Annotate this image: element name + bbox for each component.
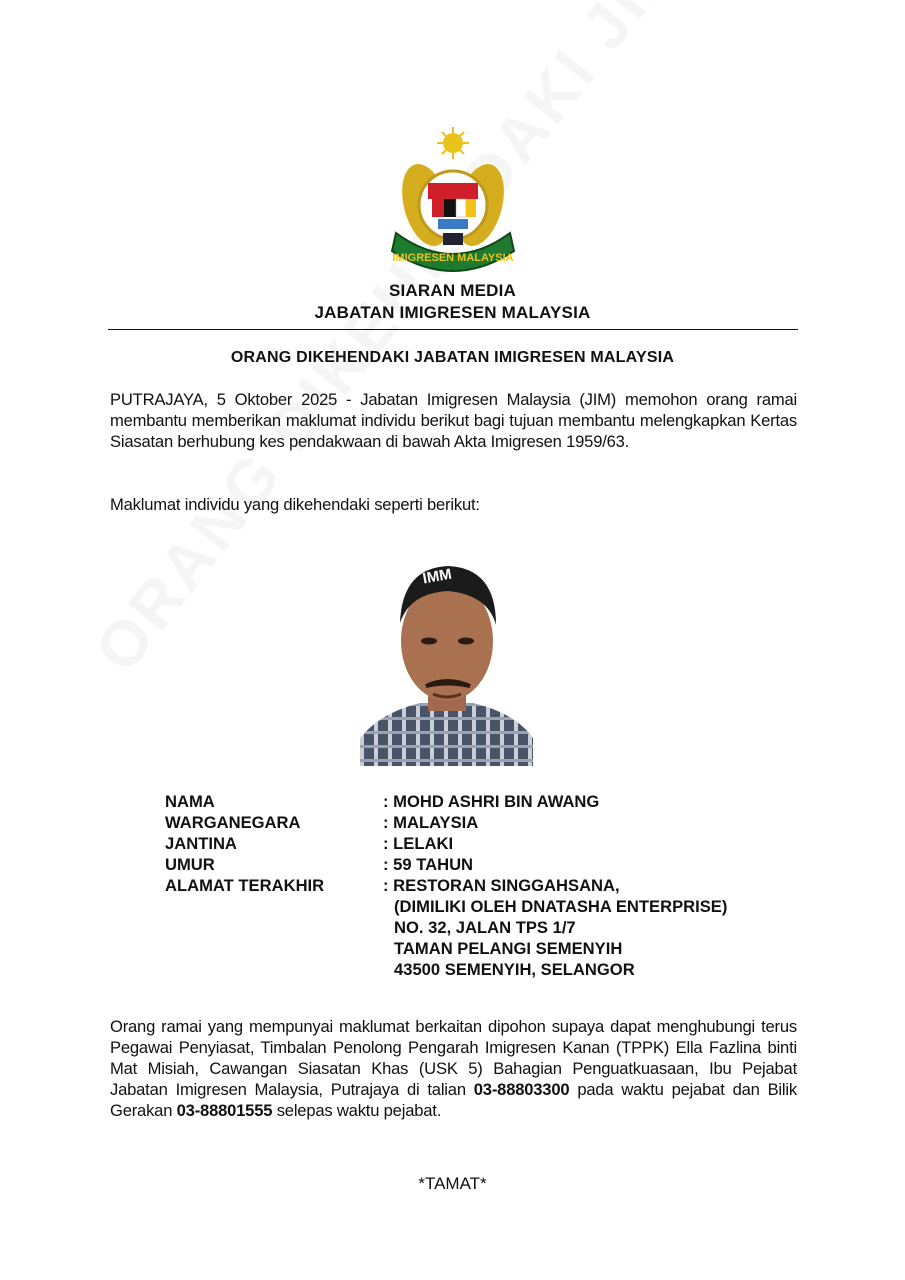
field-value: : 59 TAHUN (383, 855, 474, 874)
contact-text: pada waktu pejabat dan Bilik Gerakan (110, 1080, 797, 1120)
svg-text:IMIGRESEN MALAYSIA: IMIGRESEN MALAYSIA (392, 252, 514, 264)
header-line2: JABATAN IMIGRESEN MALAYSIA (314, 303, 591, 322)
imigresen-logo (388, 125, 518, 275)
photo-cap-text: IMM (421, 565, 454, 588)
field-label: WARGANEGARA (165, 813, 301, 832)
field-row-warganegara (165, 812, 727, 833)
address-line: TAMAN PELANGI SEMENYIH (394, 939, 623, 958)
suspect-photo (360, 563, 533, 766)
operations-room-phone: 03-88801555 (176, 1101, 273, 1120)
field-row-alamat (165, 875, 727, 980)
field-row-jantina (165, 833, 727, 854)
document-title: ORANG DIKEHENDAKI JABATAN IMIGRESEN MALAYSIA (230, 349, 675, 366)
field-label: ALAMAT TERAKHIR (165, 876, 325, 895)
contact-paragraph (110, 1016, 797, 1121)
field-value: : LELAKI (383, 834, 454, 853)
address-line: NO. 32, JALAN TPS 1/7 (394, 918, 576, 937)
intro-paragraph: PUTRAJAYA, 5 Oktober 2025 - Jabatan Imigresen Malaysia (JIM) memohon orang ramai membantu memberikan maklumat individu berikut bagi tujuan membantu melengkapkan Kertas Siasatan berhubung kes pendakwaan di bawah Akta Imigresen 1959/63. (110, 390, 797, 451)
address-line: 43500 SEMENYIH, SELANGOR (394, 960, 635, 979)
field-row-nama (165, 791, 727, 812)
field-value: : MALAYSIA (383, 813, 479, 832)
office-phone: 03-88803300 (473, 1080, 570, 1099)
field-label: NAMA (165, 792, 215, 811)
suspect-details (165, 791, 727, 980)
contact-text: Orang ramai yang mempunyai maklumat berkaitan dipohon supaya dapat menghubungi terus Pegawai Penyiasat, Timbalan Penolong Pengarah Imigresen Kanan (TPPK) Ella Fazlina binti Mat Misiah, Cawangan Siasatan Khas (USK 5) Bahagian Penguatkuasaan, Ibu Pejabat Jabatan Imigresen Malaysia, Putrajaya di talian (110, 1017, 797, 1099)
field-value: : RESTORAN SINGGAHSANA, (383, 876, 620, 895)
address-line: (DIMILIKI OLEH DNATASHA ENTERPRISE) (394, 897, 728, 916)
lead-paragraph: Maklumat individu yang dikehendaki seperti berikut: (110, 495, 480, 514)
header-divider (108, 329, 798, 330)
contact-text: selepas waktu pejabat. (272, 1101, 442, 1120)
field-label: UMUR (165, 855, 215, 874)
header-line1: SIARAN MEDIA (388, 281, 517, 300)
end-marker: *TAMAT* (418, 1174, 487, 1193)
field-value: : MOHD ASHRI BIN AWANG (383, 792, 600, 811)
field-label: JANTINA (165, 834, 237, 853)
field-row-umur (165, 854, 727, 875)
